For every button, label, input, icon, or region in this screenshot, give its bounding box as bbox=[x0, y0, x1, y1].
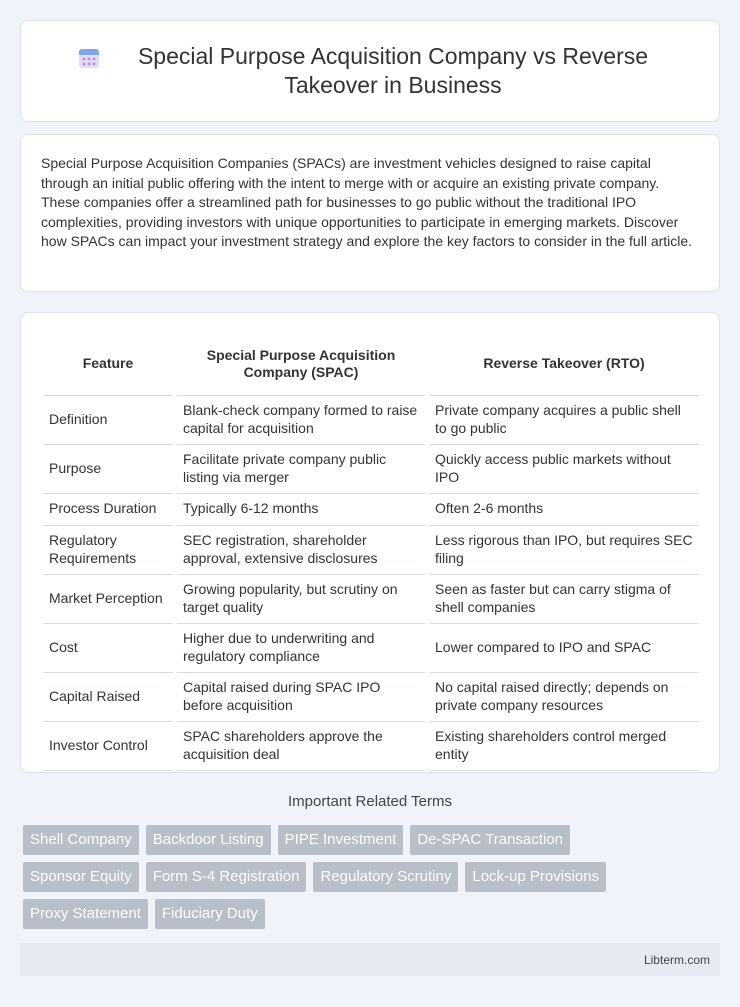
tag-sponsor-equity[interactable]: Sponsor Equity bbox=[23, 862, 139, 892]
tag-form-s4-registration[interactable]: Form S-4 Registration bbox=[146, 862, 307, 892]
feature-cell: Definition bbox=[43, 395, 175, 444]
tag-regulatory-scrutiny[interactable]: Regulatory Scrutiny bbox=[313, 862, 458, 892]
related-terms-tags bbox=[23, 825, 723, 936]
spac-cell: Growing popularity, but scrutiny on target quality bbox=[175, 574, 427, 623]
intro-text: Special Purpose Acquisition Companies (SPACs) are investment vehicles designed to raise capital through an initial public offering with the intent to merge with or acquire an existing private company. These companies offer a streamlined path for businesses to go public without the traditional IPO complexities, providing investors with unique opportunities to participate in emerging markets. Discover how SPACs can impact your investment strategy and explore the key factors to consider in the full article. bbox=[41, 155, 693, 250]
table-row bbox=[43, 672, 699, 721]
table-row bbox=[43, 623, 699, 672]
table-row bbox=[43, 395, 699, 444]
table-row bbox=[43, 721, 699, 770]
tag-de-spac-transaction[interactable]: De-SPAC Transaction bbox=[410, 825, 570, 855]
rto-cell: Private company acquires a public shell to go public bbox=[427, 395, 699, 444]
feature-cell: Regulatory Requirements bbox=[43, 525, 175, 574]
rto-cell: Lower compared to IPO and SPAC bbox=[427, 623, 699, 672]
tag-backdoor-listing[interactable]: Backdoor Listing bbox=[146, 825, 271, 855]
feature-cell: Investor Control bbox=[43, 721, 175, 770]
table-row bbox=[43, 525, 699, 574]
table-header-row bbox=[43, 333, 699, 395]
table-row bbox=[43, 574, 699, 623]
comparison-table bbox=[43, 333, 699, 771]
tag-row bbox=[23, 862, 723, 892]
rto-cell: Quickly access public markets without IPO bbox=[427, 444, 699, 493]
feature-cell: Purpose bbox=[43, 444, 175, 493]
spac-cell: Facilitate private company public listing via merger bbox=[175, 444, 427, 493]
intro-card bbox=[20, 134, 720, 292]
calendar-grid-icon bbox=[77, 46, 101, 70]
tag-pipe-investment[interactable]: PIPE Investment bbox=[278, 825, 404, 855]
spac-cell: SPAC shareholders approve the acquisition deal bbox=[175, 721, 427, 770]
spac-cell: Blank-check company formed to raise capital for acquisition bbox=[175, 395, 427, 444]
tag-lock-up-provisions[interactable]: Lock-up Provisions bbox=[465, 862, 606, 892]
feature-cell: Capital Raised bbox=[43, 672, 175, 721]
header-rto: Reverse Takeover (RTO) bbox=[427, 333, 699, 395]
table-row bbox=[43, 444, 699, 493]
feature-cell: Process Duration bbox=[43, 493, 175, 525]
tag-fiduciary-duty[interactable]: Fiduciary Duty bbox=[155, 899, 265, 929]
related-terms-title: Important Related Terms bbox=[288, 793, 452, 810]
feature-cell: Market Perception bbox=[43, 574, 175, 623]
tag-row bbox=[23, 899, 723, 929]
header-feature: Feature bbox=[43, 333, 175, 395]
spac-cell: Higher due to underwriting and regulatory compliance bbox=[175, 623, 427, 672]
comparison-table-card bbox=[20, 312, 720, 773]
rto-cell: No capital raised directly; depends on private company resources bbox=[427, 672, 699, 721]
page-title: Special Purpose Acquisition Company vs Reverse Takeover in Business bbox=[137, 43, 649, 98]
header-spac: Special Purpose Acquisition Company (SPAC) bbox=[175, 333, 427, 395]
footer bbox=[20, 943, 720, 976]
rto-cell: Often 2-6 months bbox=[427, 493, 699, 525]
tag-shell-company[interactable]: Shell Company bbox=[23, 825, 139, 855]
feature-cell: Cost bbox=[43, 623, 175, 672]
footer-site-link[interactable]: Libterm.com bbox=[643, 952, 710, 967]
spac-cell: Typically 6-12 months bbox=[175, 493, 427, 525]
rto-cell: Existing shareholders control merged entity bbox=[427, 721, 699, 770]
rto-cell: Seen as faster but can carry stigma of shell companies bbox=[427, 574, 699, 623]
tag-proxy-statement[interactable]: Proxy Statement bbox=[23, 899, 148, 929]
spac-cell: Capital raised during SPAC IPO before acquisition bbox=[175, 672, 427, 721]
rto-cell: Less rigorous than IPO, but requires SEC filing bbox=[427, 525, 699, 574]
header-card bbox=[20, 20, 720, 122]
spac-cell: SEC registration, shareholder approval, extensive disclosures bbox=[175, 525, 427, 574]
tag-row bbox=[23, 825, 723, 855]
table-row bbox=[43, 493, 699, 525]
